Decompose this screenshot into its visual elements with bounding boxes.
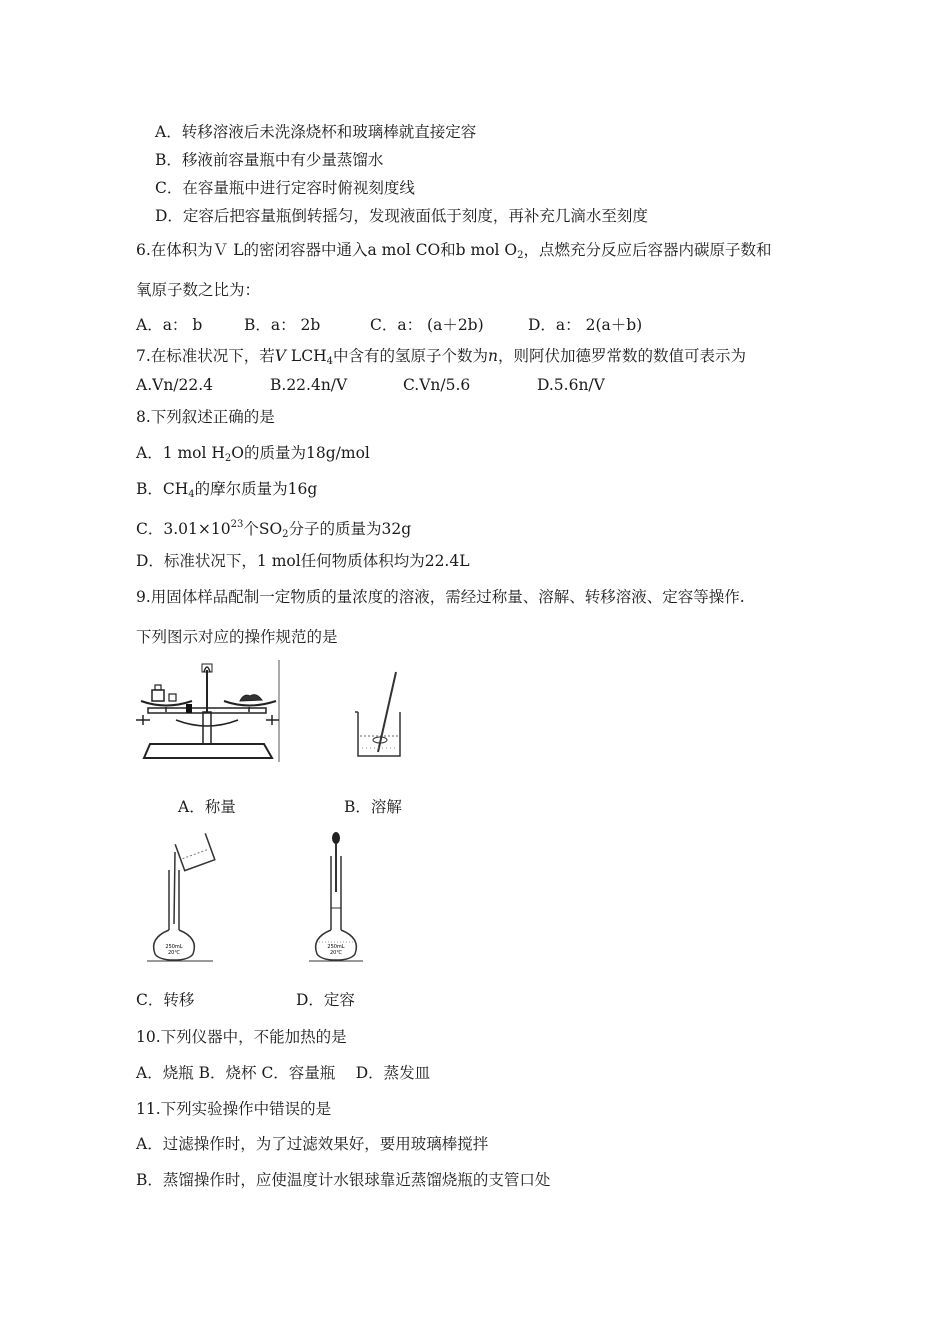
beaker-figure	[350, 670, 410, 765]
q6-option-d: D．a： 2(a＋b)	[528, 316, 643, 334]
q6-stem-text-2: ，点燃充分反应后容器内碳原子数和	[523, 241, 772, 259]
q8-option-a-text: A．1 mol H	[136, 444, 225, 462]
volumetric-flask-fill-figure	[305, 832, 377, 964]
q10-options: A．烧瓶 B．烧杯 C．容量瓶 D．蒸发皿	[136, 1064, 431, 1082]
q8-option-c-text-2: 个SO	[243, 520, 283, 538]
q8-option-b-text-2: 的摩尔质量为16g	[194, 480, 318, 498]
balance-figure	[136, 660, 282, 765]
q7-var-v: V	[274, 347, 286, 365]
q8-option-b-text: B．CH	[136, 480, 189, 498]
q5-option-a: A．转移溶液后未洗涤烧杯和玻璃棒就直接定容	[155, 123, 477, 141]
q7-subscript: 4	[326, 356, 333, 367]
q10-stem: 10.下列仪器中，不能加热的是	[136, 1028, 347, 1046]
q7-stem-text-4: ，则阿伏加德罗常数的数值可表示为	[497, 347, 746, 365]
q9-caption-c: C．转移	[136, 991, 195, 1009]
q7-var-n: n	[488, 347, 498, 365]
q6-option-b: B．a： 2b	[244, 316, 321, 334]
q7-option-c: C.Vn/5.6	[403, 376, 471, 394]
q7-stem-text: 7.在标准状况下，若	[136, 347, 275, 365]
q8-option-c-text: C．3.01×10	[136, 520, 231, 538]
q8-option-d: D．标准状况下，1 mol任何物质体积均为22.4L	[136, 552, 470, 570]
flask-d-label-volume: 250mL	[327, 944, 345, 950]
q9-caption-d: D．定容	[296, 991, 355, 1009]
q7-option-b: B.22.4n/V	[270, 376, 348, 394]
q9-caption-a: A．称量	[178, 798, 236, 816]
volumetric-flask-transfer-figure	[145, 832, 225, 964]
q6-option-c: C．a： (a＋2b)	[370, 316, 484, 334]
q7-stem-text-3: 中含有的氢原子个数为	[332, 347, 488, 365]
q8-stem: 8.下列叙述正确的是	[136, 408, 275, 426]
q5-option-d: D．定容后把容量瓶倒转摇匀，发现液面低于刻度，再补充几滴水至刻度	[155, 207, 648, 225]
q7-stem-text-2: LCH	[286, 347, 327, 365]
q5-option-c: C．在容量瓶中进行定容时俯视刻度线	[155, 179, 415, 197]
q8-option-a-subscript: 2	[224, 453, 232, 464]
q9-stem-line1: 9.用固体样品配制一定物质的量浓度的溶液，需经过称量、溶解、转移溶液、定容等操作.	[136, 588, 745, 606]
flask-d-label-temp: 20℃	[330, 950, 342, 956]
q9-caption-b: B．溶解	[344, 798, 402, 816]
q8-option-c	[136, 515, 411, 545]
q8-option-a-text-2: O的质量为18g/mol	[231, 444, 370, 462]
q8-option-c-text-3: 分子的质量为32g	[288, 520, 412, 538]
flask-label-temp: 20℃	[168, 950, 180, 956]
q6-stem-line2: 氧原子数之比为：	[136, 281, 261, 299]
q8-option-b-subscript: 4	[188, 489, 195, 500]
q8-option-a	[136, 443, 370, 469]
q6-option-a: A．a： b	[136, 316, 203, 334]
flask-label-volume: 250mL	[165, 944, 183, 950]
q7-option-a: A.Vn/22.4	[136, 376, 214, 394]
q8-option-c-subscript: 2	[282, 529, 289, 540]
q11-stem: 11.下列实验操作中错误的是	[136, 1100, 332, 1118]
q8-option-b	[136, 479, 317, 505]
q5-option-b: B．移液前容量瓶中有少量蒸馏水	[155, 151, 384, 169]
q9-stem-line2: 下列图示对应的操作规范的是	[136, 628, 338, 646]
q6-stem	[136, 240, 772, 266]
q11-option-a: A．过滤操作时，为了过滤效果好，要用玻璃棒搅拌	[136, 1135, 489, 1153]
q8-option-c-superscript: 23	[230, 519, 244, 530]
q7-stem	[136, 346, 746, 372]
q11-option-b: B．蒸馏操作时，应使温度计水银球靠近蒸馏烧瓶的支管口处	[136, 1171, 551, 1189]
q6-stem-subscript: 2	[517, 250, 524, 261]
q6-stem-text: 6.在体积为Ｖ L的密闭容器中通入a mol CO和b mol O	[136, 241, 518, 259]
q7-option-d: D.5.6n/V	[537, 376, 605, 394]
